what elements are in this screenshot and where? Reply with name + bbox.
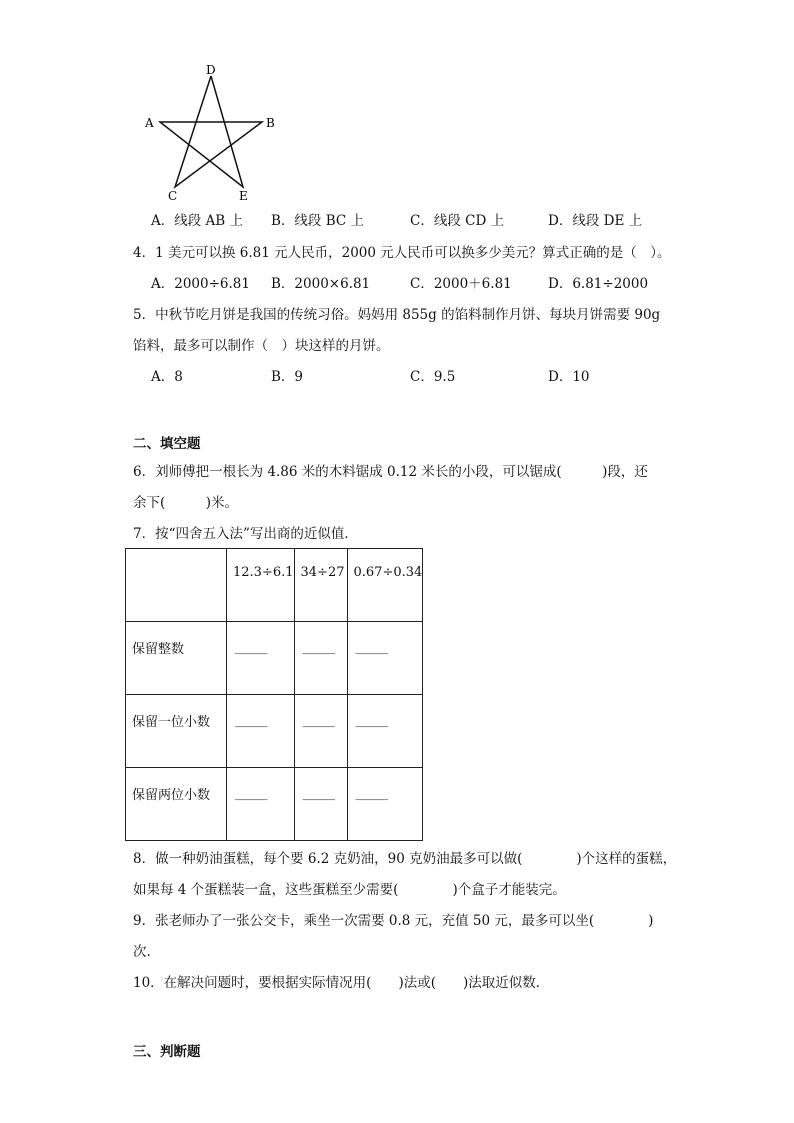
- q3-option-a: A．线段 AB 上: [151, 213, 244, 229]
- answer-blank[interactable]: _____: [227, 622, 295, 695]
- q9-line1: 9．张老师办了一张公交卡，乘坐一次需要 0.8 元，充值 50 元，最多可以坐( ): [133, 913, 654, 929]
- q10-text: 10．在解决问题时，要根据实际情况用( )法或( )法取近似数．: [133, 975, 550, 991]
- q4-text: 4．1 美元可以换 6.81 元人民币，2000 元人民币可以换多少美元？算式正确的是（ ）。: [133, 245, 671, 261]
- answer-blank[interactable]: _____: [347, 768, 423, 841]
- table-header-cell: 12.3÷6.1: [227, 549, 295, 622]
- table-row: [126, 622, 423, 695]
- table-row: [126, 768, 423, 841]
- table-header-cell: 0.67÷0.34: [347, 549, 423, 622]
- q3-option-b: B．线段 BC 上: [271, 213, 365, 229]
- answer-blank[interactable]: _____: [347, 695, 423, 768]
- q5-line1: 5．中秋节吃月饼是我国的传统习俗。妈妈用 855g 的馅料制作月饼、每块月饼需要 90g: [133, 307, 661, 323]
- label-a: A: [145, 116, 154, 130]
- star-figure: [140, 60, 290, 205]
- answer-blank[interactable]: _____: [227, 695, 295, 768]
- q6-line2: 余下( )米。: [133, 495, 239, 511]
- answer-blank[interactable]: _____: [294, 768, 347, 841]
- q5-option-a: A．8: [151, 369, 183, 385]
- row-label: 保留整数: [126, 622, 227, 695]
- answer-blank[interactable]: _____: [347, 622, 423, 695]
- q4-option-d: D．6.81÷2000: [548, 276, 649, 292]
- q5-option-b: B．9: [271, 369, 304, 385]
- star-outline: [160, 76, 262, 187]
- table-header-row: [126, 549, 423, 622]
- section-title-true-false: 三、判断题: [133, 1044, 201, 1060]
- answer-blank[interactable]: _____: [227, 768, 295, 841]
- q8-line1: 8．做一种奶油蛋糕，每个要 6.2 克奶油，90 克奶油最多可以做( )个这样的蛋糕，: [133, 851, 677, 867]
- q3-option-c: C．线段 CD 上: [410, 213, 505, 229]
- q4-option-c: C．2000＋6.81: [410, 276, 512, 292]
- answer-blank[interactable]: _____: [294, 622, 347, 695]
- table-header-cell: [126, 549, 227, 622]
- label-e: E: [239, 189, 248, 203]
- q6-line1: 6．刘师傅把一根长为 4.86 米的木料锯成 0.12 米长的小段，可以锯成( )段，还: [133, 464, 648, 480]
- table-row: [126, 695, 423, 768]
- q9-line2: 次.: [133, 944, 151, 960]
- q5-option-d: D．10: [548, 369, 590, 385]
- row-label: 保留两位小数: [126, 768, 227, 841]
- q5-option-c: C．9.5: [410, 369, 456, 385]
- label-d: D: [206, 63, 216, 77]
- answer-blank[interactable]: _____: [294, 695, 347, 768]
- label-b: B: [266, 116, 275, 130]
- approximation-table: [125, 548, 423, 841]
- row-label: 保留一位小数: [126, 695, 227, 768]
- q4-option-b: B．2000×6.81: [271, 276, 371, 292]
- table-header-cell: 34÷27: [294, 549, 347, 622]
- label-c: C: [168, 189, 178, 203]
- q7-text: 7．按“四舍五入法”写出商的近似值．: [133, 526, 358, 542]
- q3-option-d: D．线段 DE 上: [548, 213, 643, 229]
- q8-line2: 如果每 4 个蛋糕装一盒，这些蛋糕至少需要( )个盒子才能装完。: [133, 882, 566, 898]
- q5-line2: 馅料，最多可以制作（ ）块这样的月饼。: [133, 338, 390, 354]
- q4-option-a: A．2000÷6.81: [151, 276, 250, 292]
- section-title-fill-in: 二、填空题: [133, 436, 201, 452]
